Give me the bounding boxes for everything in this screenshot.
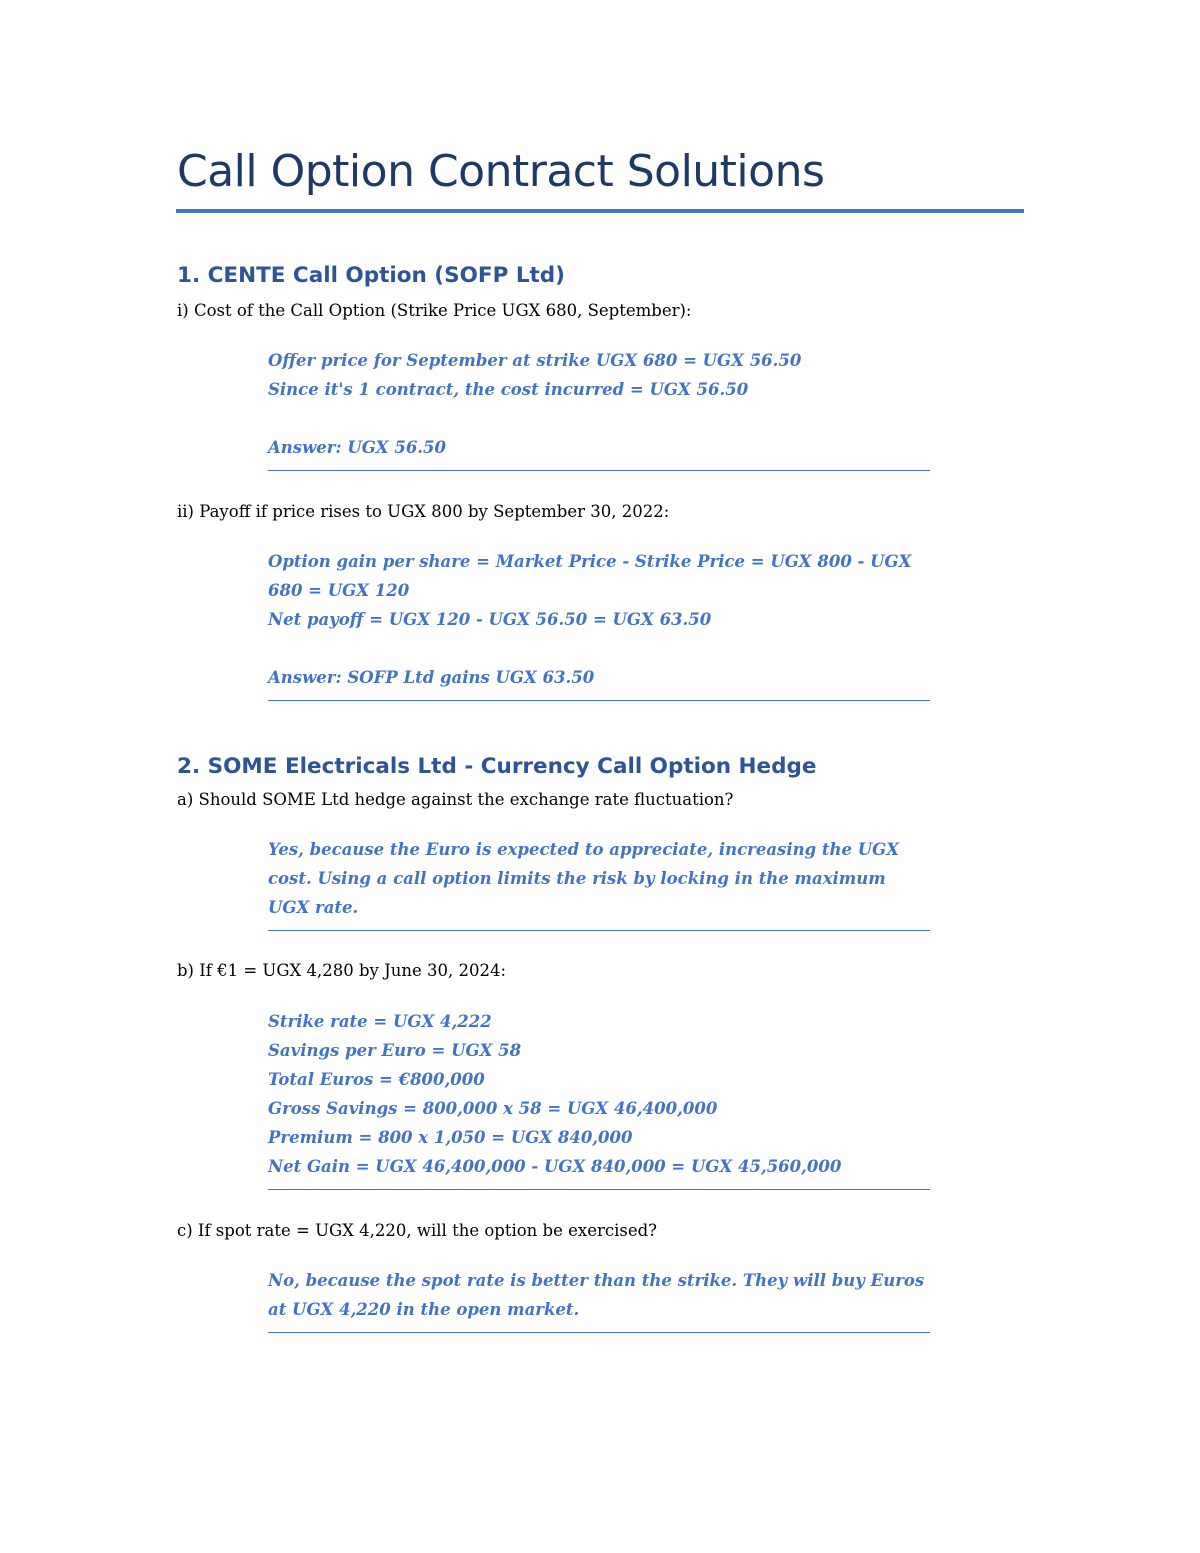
question-2-b: b) If €1 = UGX 4,280 by June 30, 2024:	[177, 961, 507, 980]
question-2-c: c) If spot rate = UGX 4,220, will the option be exercised?	[177, 1221, 657, 1240]
answer-block-2-c	[268, 1266, 930, 1333]
answer-spacer	[268, 404, 930, 433]
answer-line: Gross Savings = 800,000 x 58 = UGX 46,400,000	[268, 1099, 718, 1118]
answer-line: Net Gain = UGX 46,400,000 - UGX 840,000 = UGX 45,560,000	[268, 1157, 842, 1176]
answer-result: Answer: UGX 56.50	[268, 438, 447, 457]
answer-line: Offer price for September at strike UGX 680 = UGX 56.50	[268, 351, 802, 370]
answer-block-2-a	[268, 835, 930, 931]
section-1-heading: 1. CENTE Call Option (SOFP Ltd)	[177, 263, 566, 288]
answer-line: Premium = 800 x 1,050 = UGX 840,000	[268, 1128, 633, 1147]
answer-text: No, because the spot rate is better than the strike. They will buy Euros at UGX 4,220 in the open market.	[268, 1271, 925, 1319]
answer-line: Strike rate = UGX 4,222	[268, 1012, 492, 1031]
answer-block-1-ii	[268, 547, 930, 701]
title-underline	[176, 209, 1024, 213]
question-1-ii: ii) Payoff if price rises to UGX 800 by September 30, 2022:	[177, 502, 670, 521]
answer-spacer	[268, 634, 930, 663]
document-title: Call Option Contract Solutions	[177, 146, 825, 197]
answer-line: Option gain per share = Market Price - Strike Price = UGX 800 - UGX 680 = UGX 120	[268, 552, 912, 600]
answer-text: Yes, because the Euro is expected to appreciate, increasing the UGX cost. Using a call option limits the risk by locking in the maximum UGX rate.	[268, 840, 900, 917]
answer-line: Net payoff = UGX 120 - UGX 56.50 = UGX 63.50	[268, 610, 712, 629]
answer-result: Answer: SOFP Ltd gains UGX 63.50	[268, 668, 595, 687]
question-1-i: i) Cost of the Call Option (Strike Price UGX 680, September):	[177, 301, 692, 320]
answer-block-1-i	[268, 346, 930, 471]
answer-block-2-b	[268, 1007, 930, 1190]
answer-line: Total Euros = €800,000	[268, 1070, 485, 1089]
answer-line: Savings per Euro = UGX 58	[268, 1041, 522, 1060]
section-2-heading: 2. SOME Electricals Ltd - Currency Call Option Hedge	[177, 754, 817, 779]
question-2-a: a) Should SOME Ltd hedge against the exchange rate fluctuation?	[177, 790, 734, 809]
answer-line: Since it's 1 contract, the cost incurred = UGX 56.50	[268, 380, 749, 399]
